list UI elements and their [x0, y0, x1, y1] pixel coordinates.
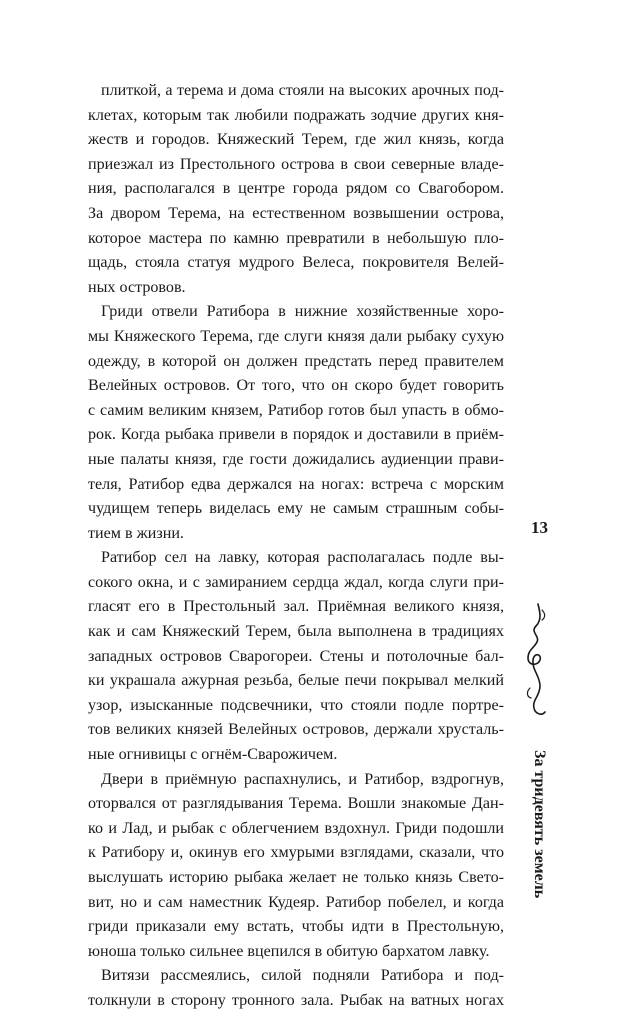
- text-line: щадь, стояла статуя мудрого Велеса, покровителя Велей-: [88, 254, 504, 272]
- text-line: приезжал из Престольного острова в свои северные владе-: [88, 155, 504, 173]
- text-line: рок. Когда рыбака привели в порядок и доставили в приём-: [88, 426, 504, 444]
- page-number: 13: [531, 518, 548, 537]
- text-line: жеств и городов. Княжеский Терем, где жил князь, когда: [88, 131, 504, 149]
- text-line: Витязи рассмеялись, силой подняли Ратибора и под-: [101, 967, 504, 985]
- text-line: ко и Лад, и рыбак с облегчением вздохнул. Гриди подошли: [88, 819, 504, 837]
- text-line: вит, но и сам наместник Кудеяр. Ратибор побелел, и когда: [88, 893, 504, 911]
- text-line: одежду, в которой он должен предстать перед правителем: [88, 352, 504, 370]
- text-line: тием в жизни.: [88, 524, 184, 542]
- text-line: которое мастера по камню превратили в небольшую пло-: [88, 229, 504, 247]
- text-line: клетах, которым так любили подражать зодчие других кня-: [88, 106, 504, 124]
- text-line: узор, изысканные подсвечники, что стояли подле портре-: [88, 696, 504, 714]
- text-line: Двери в приёмную распахнулись, и Ратибор, вздрогнув,: [101, 770, 504, 788]
- running-title: За тридевять земель: [531, 750, 548, 899]
- text-line: ные огнивицы с огнём-Сварожичем.: [88, 746, 338, 764]
- text-line: тов великих князей Велейных островов, держали хрусталь-: [88, 721, 504, 739]
- text-line: юноша только сильнее вцепился в обитую бархатом лавку.: [88, 942, 490, 960]
- text-line: плиткой, а терема и дома стояли на высоких арочных под-: [101, 82, 504, 99]
- text-line: к Ратибору и, окинув его хмурыми взглядами, сказали, что: [88, 844, 504, 862]
- text-line: мы Княжеского Терема, где слуги князя дали рыбаку сухую: [88, 327, 504, 345]
- text-line: Гриди отвели Ратибора в нижние хозяйственные хоро-: [101, 303, 504, 321]
- text-line: Велейных островов. От того, что он скоро будет говорить: [88, 377, 504, 395]
- text-line: чудищем теперь виделась ему не самым страшным собы-: [88, 500, 504, 518]
- text-line: теля, Ратибор едва держался на ногах: встреча с морским: [88, 475, 504, 493]
- decorative-flourish-icon: [518, 602, 558, 720]
- text-line: гласят его в Престольный зал. Приёмная великого князя,: [88, 598, 504, 616]
- text-line: ные палаты князя, где гости дожидались аудиенции прави-: [88, 450, 504, 468]
- text-line: сокого окна, и с замиранием сердца ждал, когда слуги при-: [88, 573, 504, 591]
- paragraph: [88, 546, 504, 767]
- text-line: западных островов Сварогореи. Стены и потолочные бал-: [88, 647, 504, 665]
- text-line: толкнули в сторону тронного зала. Рыбак на ватных ногах: [88, 991, 504, 1009]
- text-line: ных островов.: [88, 278, 186, 296]
- paragraph: [88, 300, 504, 546]
- text-line: ния, располагался в центре города рядом со Свагобором.: [88, 180, 504, 198]
- text-line: выслушать историю рыбака желает не только князь Свето-: [88, 869, 504, 886]
- text-line: оторвался от разглядывания Терема. Вошли знакомые Дан-: [88, 795, 504, 813]
- text-line: как и сам Княжеский Терем, была выполнена в традициях: [88, 623, 504, 641]
- paragraph: [88, 79, 504, 300]
- text-line: Ратибор сел на лавку, которая располагалась подле вы-: [101, 549, 504, 567]
- main-text: [88, 79, 504, 1014]
- text-line: гриди приказали ему встать, чтобы идти в Престольную,: [88, 918, 504, 936]
- text-line: с самим великим князем, Ратибор готов был упасть в обмо-: [88, 401, 504, 419]
- text-line: ки украшала ажурная резьба, белые печи покрывал мелкий: [88, 672, 504, 690]
- paragraph: [88, 768, 504, 965]
- paragraph: [88, 964, 504, 1013]
- text-line: За двором Терема, на естественном возвышении острова,: [88, 204, 504, 222]
